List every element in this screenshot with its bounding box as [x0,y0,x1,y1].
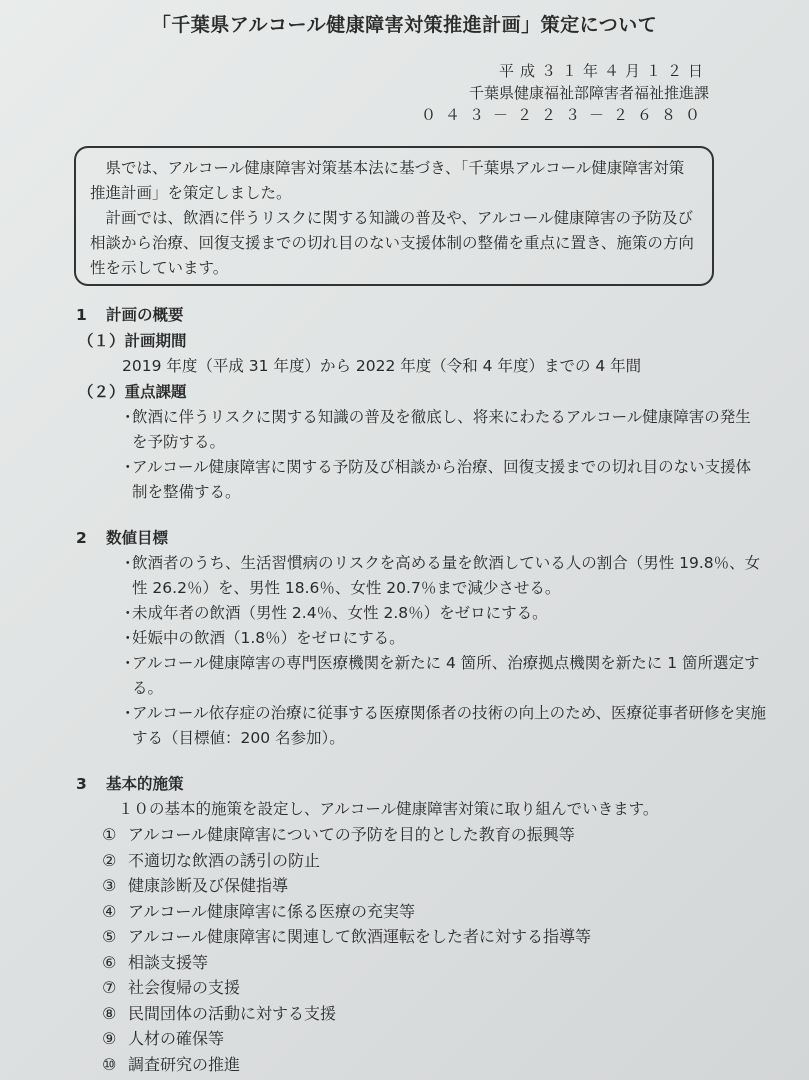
summary-box [74,146,714,286]
list-item: ・ アルコール健康障害の専門医療機関を新たに 4 箇所、治療拠点機関を新たに 1 箇所選定する。 [120,654,760,697]
section-2-heading: 2 数値目標 [76,529,169,547]
priority-issues-list [76,405,766,505]
list-item: ⑨ 人材の確保等 [102,1029,225,1048]
list-item: ・ 飲酒に伴うリスクに関する知識の普及を徹底し、将来にわたるアルコール健康障害の発生を予防する。 [120,408,751,451]
list-item: ・ 妊娠中の飲酒（1.8％）をゼロにする。 [120,629,405,647]
document-body [76,302,766,1077]
list-item: ⑧ 民間団体の活動に対する支援 [102,1003,337,1023]
section-1-sub1-heading: （１）計画期間 [78,332,187,350]
list-item: ⑤ アルコール健康障害に関連して飲酒運転をした者に対する指導等 [102,927,592,946]
section-1-sub2-heading: （２）重点課題 [78,383,187,401]
issue-date: 平成３１年４月１２日 [498,62,709,80]
list-item: ・ 未成年者の飲酒（男性 2.4％、女性 2.8％）をゼロにする。 [120,604,548,622]
basic-policies-intro: １０の基本的施策を設定し、アルコール健康障害対策に取り組んでいきます。 [118,800,659,818]
plan-period-text: 2019 年度（平成 31 年度）から 2022 年度（令和 4 年度）までの 4 年間 [122,357,642,375]
list-item: ・ アルコール健康障害に関する予防及び相談から治療、回復支援までの切れ目のない支援体制を整備する。 [120,458,752,501]
list-item: ① アルコール健康障害についての予防を目的とした教育の振興等 [102,825,575,844]
list-item: ⑥ 相談支援等 [102,952,209,972]
list-item: ② 不適切な飲酒の誘引の防止 [102,850,321,870]
summary-paragraph-1: 県では、アルコール健康障害対策基本法に基づき、「千葉県アルコール健康障害対策推進計画」を策定しました。 [90,159,685,202]
list-item: ④ アルコール健康障害に係る医療の充実等 [102,901,416,921]
section-1-heading: 1 計画の概要 [76,306,184,324]
basic-policies-list [102,822,766,1077]
department-name: 千葉県健康福祉部障害者福祉推進課 [468,84,709,102]
list-item: ・ アルコール依存症の治療に従事する医療関係者の技術の向上のため、医療従事者研修を実施する（目標値：200 名参加）。 [120,704,766,747]
summary-paragraph-2: 計画では、飲酒に伴うリスクに関する知識の普及や、アルコール健康障害の予防及び相談から治療、回復支援までの切れ目のない支援体制の整備を重点に置き、施策の方向性を示しています。 [90,209,694,277]
contact-phone: ０４３－２２３－２６８０ [420,106,709,124]
numeric-targets-list [76,551,766,751]
document-meta [421,60,709,126]
list-item: ・ 飲酒者のうち、生活習慣病のリスクを高める量を飲酒している人の割合（男性 19.8％、女性 26.2％）を、男性 18.6％、女性 20.7％まで減少させる。 [120,554,761,597]
list-item: ⑦ 社会復帰の支援 [102,978,241,997]
list-item: ⑩ 調査研究の推進 [102,1054,241,1074]
list-item: ③ 健康診断及び保健指導 [102,876,289,895]
section-3-heading: 3 基本的施策 [76,775,184,793]
document-title: 「千葉県アルコール健康障害対策推進計画」策定について [151,14,658,36]
